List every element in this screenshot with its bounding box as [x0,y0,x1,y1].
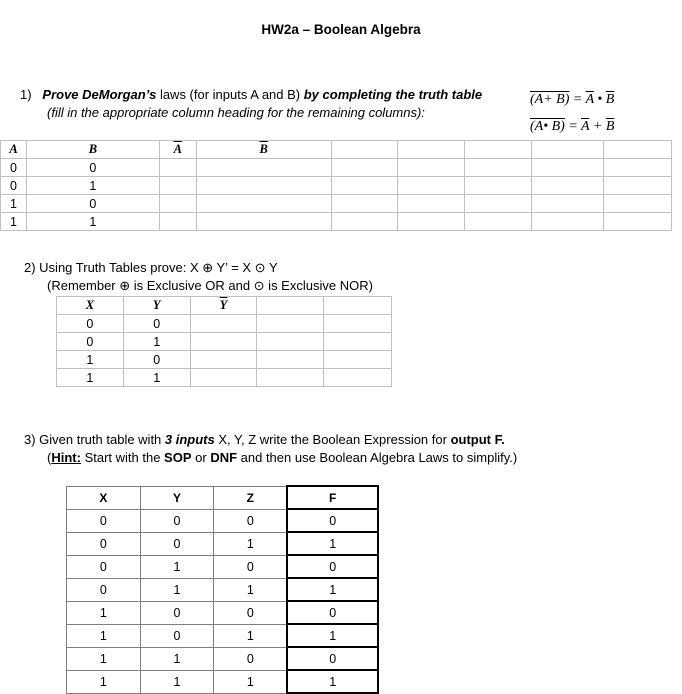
q1-bold-b: by completing the truth table [303,87,483,102]
empty-cell[interactable] [532,177,604,195]
empty-cell[interactable] [257,315,324,333]
empty-cell[interactable] [324,315,392,333]
empty-cell[interactable] [465,177,532,195]
empty-header-cell[interactable] [324,297,392,315]
header-b: B [26,141,159,159]
empty-header-cell[interactable] [532,141,604,159]
empty-cell[interactable] [196,159,331,177]
hint-label: Hint: [51,450,81,465]
q1-number: 1) [20,87,32,102]
demorgan-truth-table [0,140,672,231]
table-row: 0 1 0 0 [67,555,379,578]
empty-cell[interactable] [324,351,392,369]
empty-cell[interactable] [190,369,257,387]
empty-cell[interactable] [465,195,532,213]
empty-cell[interactable] [398,159,465,177]
law2-lhs: (A• B) [530,119,565,134]
empty-cell[interactable] [331,195,398,213]
empty-cell[interactable] [604,159,672,177]
table-row: 1 0 1 1 [67,624,379,647]
empty-cell[interactable] [159,213,196,231]
empty-header-cell[interactable] [465,141,532,159]
empty-cell[interactable] [465,213,532,231]
empty-cell[interactable] [604,177,672,195]
empty-cell[interactable] [257,333,324,351]
empty-cell[interactable] [159,195,196,213]
empty-cell[interactable] [331,159,398,177]
empty-cell[interactable] [196,177,331,195]
empty-cell[interactable] [398,177,465,195]
table-row: 1 0 [1,195,672,213]
empty-cell[interactable] [331,213,398,231]
empty-cell[interactable] [196,195,331,213]
question-2 [24,259,373,295]
table-header-row [57,297,392,315]
table-row: 1 0 [57,351,392,369]
empty-cell[interactable] [398,195,465,213]
xyz-truth-table [66,485,379,694]
table-row: 0 1 [1,177,672,195]
empty-cell[interactable] [159,159,196,177]
header-y-bar: $\overline{Y}$ [190,297,257,315]
q2-reminder: (Remember ⊕ is Exclusive OR and ⊙ is Exclusive NOR) [47,278,373,293]
empty-cell[interactable] [465,159,532,177]
page-title: HW2a – Boolean Algebra [261,22,421,37]
empty-cell[interactable] [190,351,257,369]
header-x: X [67,486,141,509]
demorgan-law-2: (A• $B) = \overline{A} + \overline{B}$ [530,119,615,134]
header-z: Z [214,486,288,509]
q1-bold-a: Prove DeMorgan’s [42,87,157,102]
q2-prompt: 2) Using Truth Tables prove: X ⊕ Y’ = X ⊙ Y [24,260,278,275]
xor-truth-table [56,296,392,387]
empty-cell[interactable] [257,369,324,387]
empty-cell[interactable] [604,195,672,213]
header-f: F [287,486,378,509]
table-row: 0 0 [57,315,392,333]
empty-header-cell[interactable] [331,141,398,159]
empty-cell[interactable] [196,213,331,231]
q1-mid: laws (for inputs A and B) [156,87,304,102]
empty-cell[interactable] [532,195,604,213]
empty-cell[interactable] [190,333,257,351]
empty-header-cell[interactable] [257,297,324,315]
table-row: 1 1 [57,369,392,387]
table-header-row [67,486,379,509]
empty-cell[interactable] [324,369,392,387]
table-row: 0 1 1 1 [67,578,379,601]
empty-header-cell[interactable] [398,141,465,159]
header-x: X [57,297,124,315]
empty-cell[interactable] [532,213,604,231]
q1-instructions: (fill in the appropriate column heading for the remaining columns): [47,105,425,120]
table-row: 0 0 [1,159,672,177]
empty-cell[interactable] [532,159,604,177]
question-3: 3) Given truth table with 3 inputs X, Y, Z write the Boolean Expression for output F. (Hint: Start with the SOP or DNF and then use Boolean Algebra Laws to simplify.) [24,432,518,465]
table-row: 1 1 1 1 [67,670,379,693]
empty-cell[interactable] [331,177,398,195]
empty-cell[interactable] [159,177,196,195]
table-row: 1 1 0 0 [67,647,379,670]
empty-cell[interactable] [398,213,465,231]
table-row: 0 0 0 0 [67,509,379,532]
empty-cell[interactable] [257,351,324,369]
empty-cell[interactable] [190,315,257,333]
table-row: 0 1 [57,333,392,351]
table-row: 1 1 [1,213,672,231]
table-row: 1 0 0 0 [67,601,379,624]
law1-lhs: (A+ B) [530,92,570,107]
empty-header-cell[interactable] [604,141,672,159]
header-a-bar: $\overline{A}$ [159,141,196,159]
question-1 [20,86,482,122]
table-header-row [1,141,672,159]
empty-cell[interactable] [324,333,392,351]
header-a: A [1,141,27,159]
header-b-bar: $\overline{B}$ [196,141,331,159]
header-y: Y [123,297,190,315]
empty-cell[interactable] [604,213,672,231]
table-row: 0 0 1 1 [67,532,379,555]
demorgan-law-1: $(A+ B) = \overline{A}$ • $\overline{B}$ [530,92,615,107]
header-y: Y [140,486,214,509]
